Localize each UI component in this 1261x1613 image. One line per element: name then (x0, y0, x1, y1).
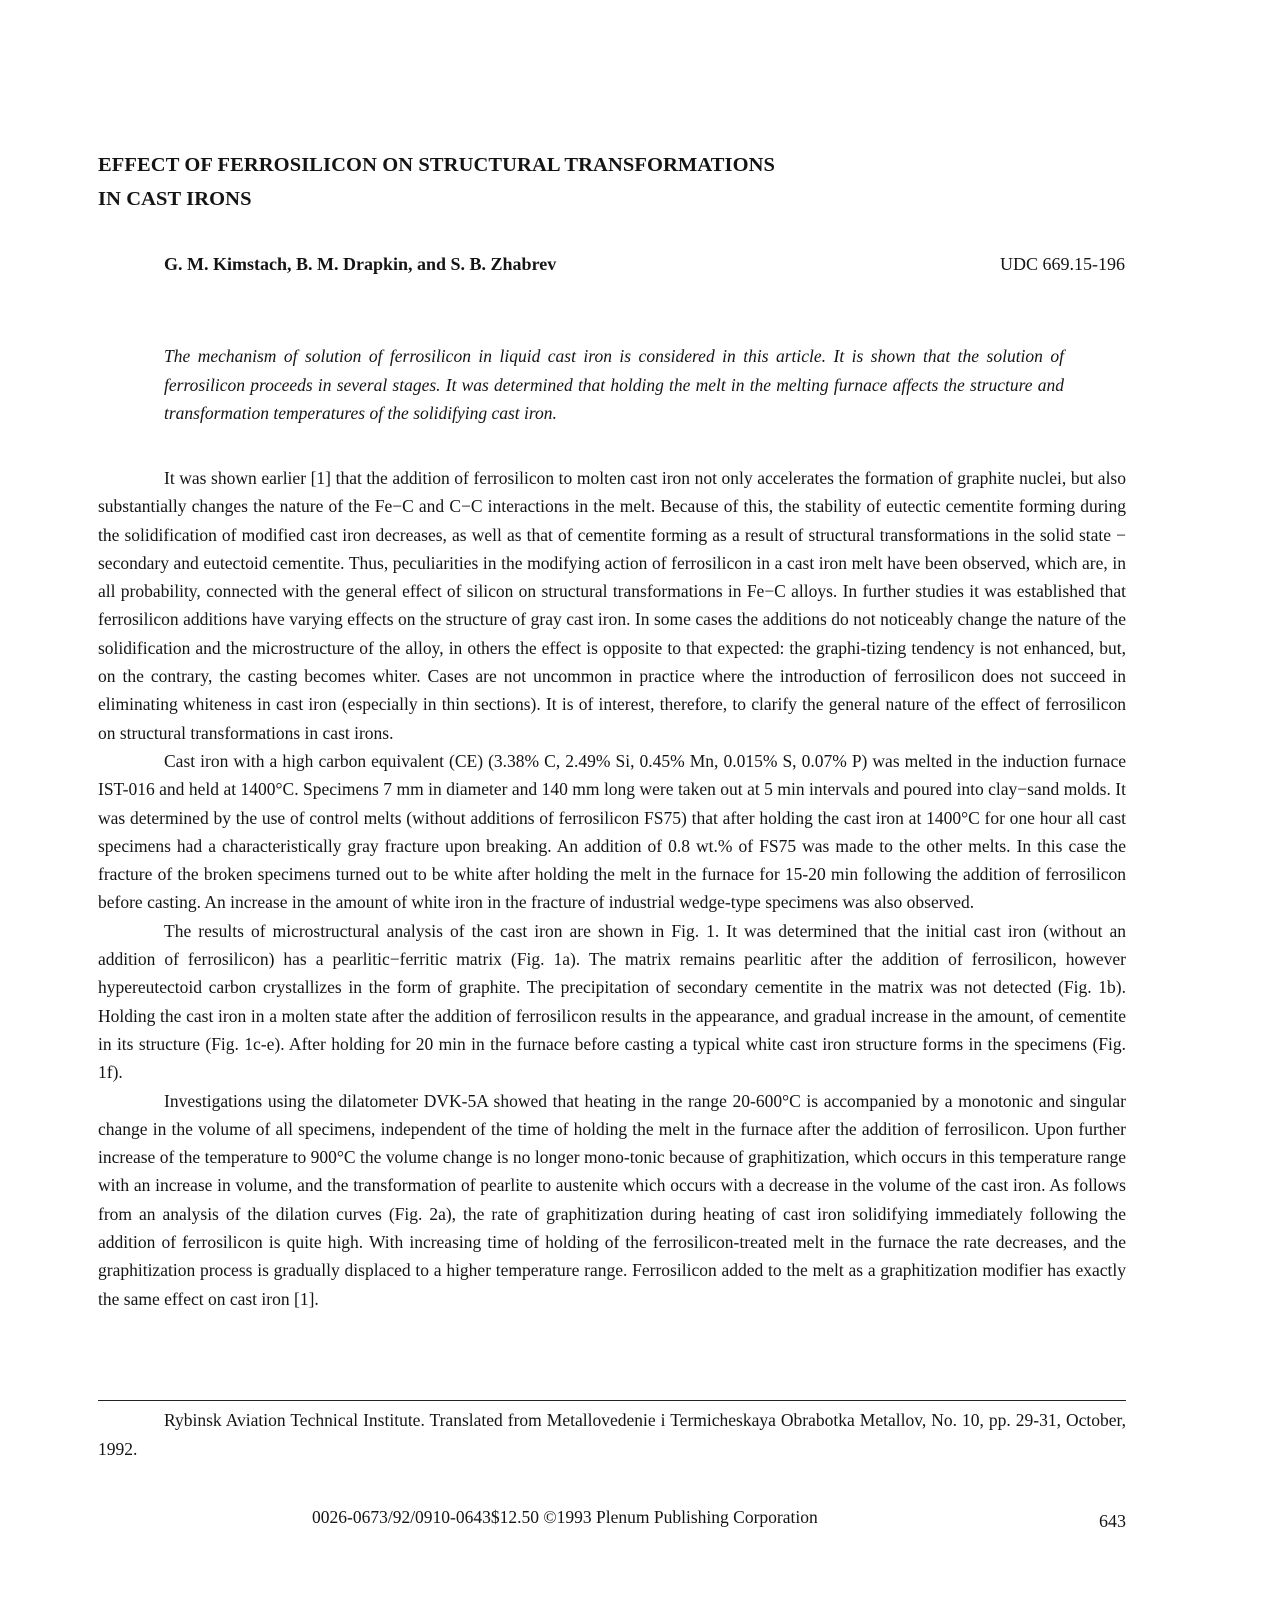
body-paragraph: The results of microstructural analysis of the cast iron are shown in Fig. 1. It was determined that the initial cast iron (without an addition of ferrosilicon) has a pearlitic−ferritic matrix (Fig. 1a). The matrix remains pearlitic after the addition of ferrosilicon, however hypereutectoid carbon crystallizes in the form of graphite. The precipitation of secondary cementite in the matrix was not detected (Fig. 1b). Holding the cast iron in a molten state after the addition of ferrosilicon results in the appearance, and gradual increase in the amount, of cementite in its structure (Fig. 1c-e). After holding for 20 min in the furnace before casting a typical white cast iron structure forms in the specimens (Fig. 1f). (98, 920, 1126, 1083)
article-body (98, 464, 1126, 1313)
page-number: 643 (1099, 1511, 1126, 1531)
body-paragraph: It was shown earlier [1] that the addition of ferrosilicon to molten cast iron not only accelerates the formation of graphite nuclei, but also substantially changes the nature of the Fe−C and C−C interactions in the melt. Because of this, the stability of eutectic cementite forming during the solidification of modified cast iron decreases, as well as that of cementite forming as a result of structural transformations in the solid state − secondary and eutectoid cementite. Thus, peculiarities in the modifying action of ferrosilicon in a cast iron melt have been observed, which are, in all probability, connected with the general effect of silicon on structural transformations in Fe−C alloys. In further studies it was established that ferrosilicon additions have varying effects on the structure of gray cast iron. In some cases the additions do not noticeably change the nature of the solidification and the microstructure of the alloy, in others the effect is opposite to that expected: the graphi-tizing tendency is not enhanced, but, on the contrary, the casting becomes whiter. Cases are not uncommon in practice where the introduction of ferrosilicon does not succeed in eliminating whiteness in cast iron (especially in thin sections). It is of interest, therefore, to clarify the general nature of the effect of ferrosilicon on structural transformations in cast irons. (98, 468, 1126, 743)
article-title: EFFECT OF FERROSILICON ON STRUCTURAL TRANSFORMATIONS IN CAST IRONS (98, 154, 776, 210)
publisher-code: 0026-0673/92/0910-0643$12.50 ©1993 Plenum Publishing Corporation (312, 1507, 818, 1527)
body-paragraph: Investigations using the dilatometer DVK-5A showed that heating in the range 20-600°C is accompanied by a monotonic and singular change in the volume of all specimens, independent of the time of holding the melt in the furnace after the addition of ferrosilicon. Upon further increase of the temperature to 900°C the volume change is no longer mono-tonic because of graphitization, which occurs in this temperature range with an increase in volume, and the transformation of pearlite to austenite which occurs with a decrease in the volume of the cast iron. As follows from an analysis of the dilation curves (Fig. 2a), the rate of graphitization during heating of cast iron solidifying immediately following the addition of ferrosilicon is quite high. With increasing time of holding of the ferrosilicon-treated melt in the furnace the rate decreases, and the graphitization process is gradually displaced to a higher temperature range. Ferrosilicon added to the melt as a graphitization modifier has exactly the same effect on cast iron [1]. (98, 1090, 1126, 1309)
body-paragraph: Cast iron with a high carbon equivalent (CE) (3.38% C, 2.49% Si, 0.45% Mn, 0.015% S, 0.07% P) was melted in the induction furnace IST-016 and held at 1400°C. Specimens 7 mm in diameter and 140 mm long were taken out at 5 min intervals and poured into clay−sand molds. It was determined by the use of control melts (without additions of ferrosilicon FS75) that after holding the cast iron at 1400°C for one hour all cast specimens had a characteristically gray fracture upon breaking. An addition of 0.8 wt.% of FS75 was made to the other melts. In this case the fracture of the broken specimens turned out to be white after holding the melt in the furnace for 15-20 min following the addition of ferrosilicon before casting. An increase in the amount of white iron in the fracture of industrial wedge-type specimens was also observed. (98, 750, 1126, 913)
footnote: Rybinsk Aviation Technical Institute. Translated from Metallovedenie i Termicheskaya Obrabotka Metallov, No. 10, pp. 29-31, October, 1992. (98, 1410, 1126, 1459)
author-list: G. M. Kimstach, B. M. Drapkin, and S. B. Zhabrev (164, 254, 557, 274)
abstract: The mechanism of solution of ferrosilicon in liquid cast iron is considered in this article. It is shown that the solution of ferrosilicon proceeds in several stages. It was determined that holding the melt in the melting furnace affects the structure and transformation temperatures of the solidifying cast iron. (164, 346, 1064, 423)
udc-code: UDC 669.15-196 (1000, 254, 1125, 274)
footnote-divider (98, 1400, 1126, 1401)
